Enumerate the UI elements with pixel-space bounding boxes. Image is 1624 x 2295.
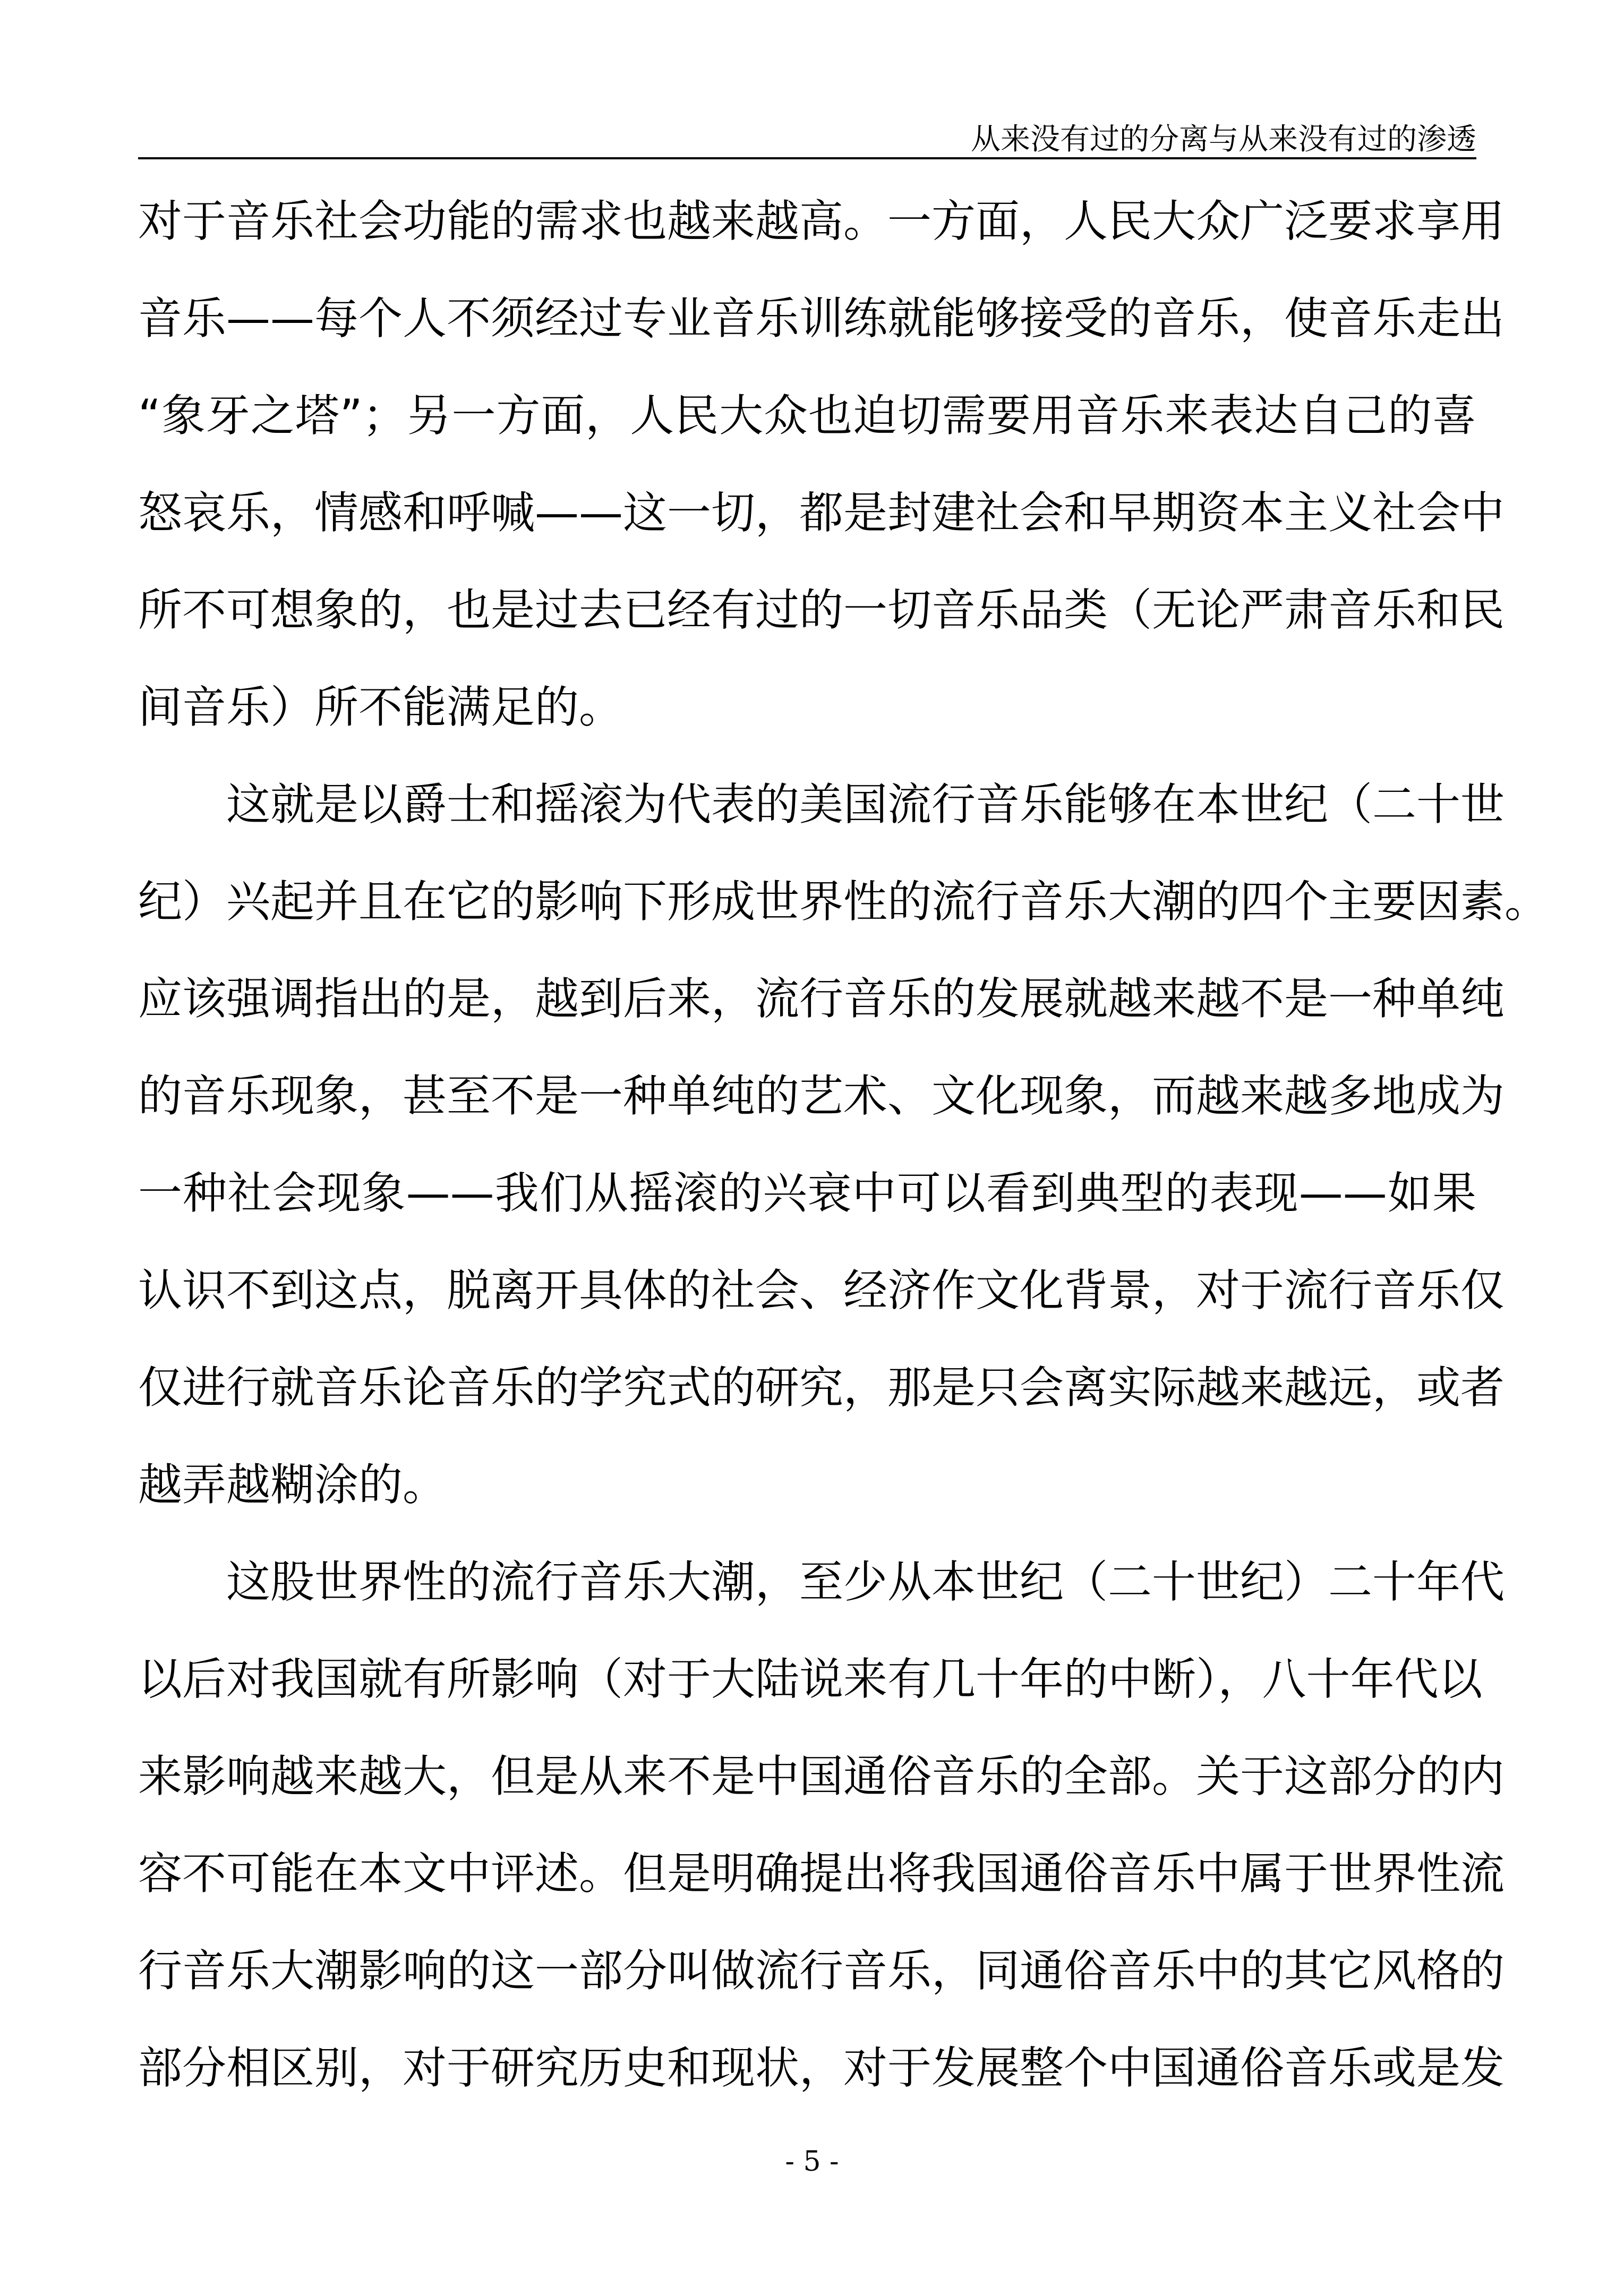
text-line: 一种社会现象——我们从摇滚的兴衰中可以看到典型的表现——如果 [138,1167,1476,1219]
text-line: 来影响越来越大，但是从来不是中国通俗音乐的全部。关于这部分的内 [138,1751,1505,1802]
running-header: 从来没有过的分离与从来没有过的渗透 [138,120,1476,159]
text-line: 容不可能在本文中评述。但是明确提出将我国通俗音乐中属于世界性流 [138,1848,1505,1899]
text-line: 这股世界性的流行音乐大潮，至少从本世纪（二十世纪）二十年代 [226,1556,1505,1608]
text-line: 怒哀乐，情感和呼喊——这一切，都是封建社会和早期资本主义社会中 [138,487,1505,539]
text-line: 应该强调指出的是，越到后来，流行音乐的发展就越来越不是一种单纯 [138,973,1505,1025]
text-line: 认识不到这点，脱离开具体的社会、经济作文化背景，对于流行音乐仅 [138,1265,1505,1316]
text-line: 间音乐）所不能满足的。 [138,681,623,733]
paragraph [138,173,1505,756]
text-line: 纪）兴起并且在它的影响下形成世界性的流行音乐大潮的四个主要因素。 [138,876,1549,927]
text-line: 所不可想象的，也是过去已经有过的一切音乐品类（无论严肃音乐和民 [138,584,1505,636]
paragraph [138,756,1549,1533]
text-line: 越弄越糊涂的。 [138,1459,447,1511]
text-line: 部分相区别，对于研究历史和现状，对于发展整个中国通俗音乐或是发 [138,2042,1505,2094]
text-line: 对于音乐社会功能的需求也越来越高。一方面，人民大众广泛要求享用 [138,195,1505,247]
text-line: 这就是以爵士和摇滚为代表的美国流行音乐能够在本世纪（二十世 [226,779,1505,830]
text-line: 仅进行就音乐论音乐的学究式的研究，那是只会离实际越来越远，或者 [138,1362,1505,1413]
text-line: 以后对我国就有所影响（对于大陆说来有几十年的中断），八十年代以 [138,1653,1483,1705]
text-line: “象牙之塔”；另一方面，人民大众也迫切需要用音乐来表达自己的喜 [138,390,1476,441]
text-line: 的音乐现象，甚至不是一种单纯的艺术、文化现象，而越来越多地成为 [138,1070,1505,1122]
paragraph [138,1533,1505,2117]
body-text [138,173,1549,2117]
text-line: 行音乐大潮影响的这一部分叫做流行音乐，同通俗音乐中的其它风格的 [138,1945,1505,1997]
text-line: 音乐——每个人不须经过专业音乐训练就能够接受的音乐，使音乐走出 [138,293,1505,344]
page-number: - 5 - [785,2146,839,2178]
